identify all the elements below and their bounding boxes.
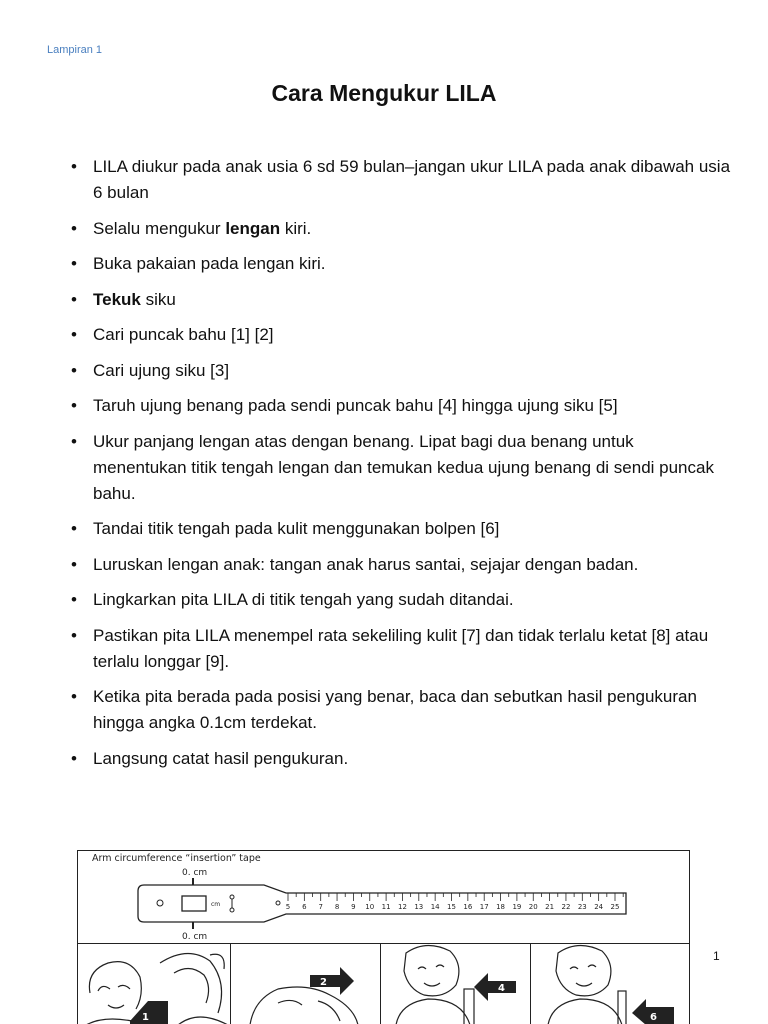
ruler-number: 8 xyxy=(334,903,340,911)
list-item: • Taruh ujung benang pada sendi puncak bahu [4] hingga ujung siku [5] xyxy=(71,393,731,419)
instruction-list xyxy=(71,154,731,781)
ruler-number: 9 xyxy=(351,903,356,911)
list-item: • Langsung catat hasil pengukuran. xyxy=(71,746,731,772)
ruler-number: 10 xyxy=(365,903,375,911)
ruler-number: 14 xyxy=(430,903,440,911)
list-item: • Ukur panjang lengan atas dengan benang. Lipat bagi dua benang untuk menentukan titik tengah lengan dan temukan kedua ujung benang di sendi puncak bahu. xyxy=(71,429,731,507)
insertion-tape-illustration xyxy=(78,851,690,943)
ruler-numbers xyxy=(286,903,620,911)
tape-window xyxy=(182,896,206,911)
ruler-number: 15 xyxy=(447,903,456,911)
ruler-number: 18 xyxy=(496,903,506,911)
ruler-number: 24 xyxy=(594,903,604,911)
bullet-icon: • xyxy=(71,218,77,238)
list-item: • Lingkarkan pita LILA di titik tengah yang sudah ditandai. xyxy=(71,587,731,613)
ruler-number: 6 xyxy=(302,903,307,911)
page-title: Cara Mengukur LILA xyxy=(271,80,497,106)
step-marker-1 xyxy=(130,1001,168,1024)
page-number: 1 xyxy=(713,949,720,963)
header-note: Lampiran 1 xyxy=(47,44,103,56)
bullet-icon: • xyxy=(71,554,77,574)
list-item: • LILA diukur pada anak usia 6 sd 59 bulan–jangan ukur LILA pada anak dibawah usia 6 bulan xyxy=(71,154,731,206)
ruler-number: 22 xyxy=(561,903,571,911)
list-item: • Ketika pita berada pada posisi yang benar, baca dan sebutkan hasil pengukuran hingga angka 0.1cm terdekat. xyxy=(71,684,731,736)
ruler-number: 16 xyxy=(463,903,473,911)
measurement-steps-illustration xyxy=(78,943,690,1024)
bullet-icon: • xyxy=(71,687,77,706)
child-back-illustration xyxy=(160,953,228,1024)
ruler-number: 21 xyxy=(545,903,555,911)
list-item: • Cari ujung siku [3] xyxy=(71,358,731,384)
bullet-icon: • xyxy=(71,519,77,538)
ruler-number: 7 xyxy=(318,903,323,911)
list-item: • Luruskan lengan anak: tangan anak harus santai, sejajar dengan badan. xyxy=(71,552,731,578)
zero-label-top: 0. cm xyxy=(182,868,208,878)
list-item: • Tandai titik tengah pada kulit menggunakan bolpen [6] xyxy=(71,516,731,542)
ruler-number: 5 xyxy=(285,903,291,911)
ruler-number: 20 xyxy=(528,903,538,911)
ruler-number: 13 xyxy=(414,903,424,911)
zero-label-bottom: 0. cm xyxy=(182,932,208,942)
ruler-number: 19 xyxy=(512,903,522,911)
list-item: • Cari puncak bahu [1] [2] xyxy=(71,322,731,348)
bullet-icon: • xyxy=(71,254,77,273)
bullet-icon: • xyxy=(71,625,77,645)
bullet-icon: • xyxy=(71,590,77,609)
ruler-number: 11 xyxy=(381,903,391,911)
ruler-number: 12 xyxy=(397,903,407,911)
lila-tape-figure xyxy=(77,850,690,1024)
step-marker-4 xyxy=(474,973,516,1001)
bullet-icon: • xyxy=(71,396,77,415)
step-marker-2 xyxy=(310,967,354,995)
step-marker-6 xyxy=(632,999,674,1024)
svg-text:6: 6 xyxy=(650,1012,657,1023)
list-item: • Buka pakaian pada lengan kiri. xyxy=(71,251,731,277)
bullet-icon: • xyxy=(71,360,77,380)
bullet-icon: • xyxy=(71,157,77,176)
bullet-icon: • xyxy=(71,431,77,451)
svg-text:2: 2 xyxy=(320,977,327,988)
list-item: • Pastikan pita LILA menempel rata sekeliling kulit [7] dan tidak terlalu ketat [8] atau terlalu longgar [9]. xyxy=(71,623,731,675)
bullet-icon: • xyxy=(71,325,77,344)
tape-window-unit: cm xyxy=(211,901,221,908)
list-item: • Tekuk siku xyxy=(71,287,731,313)
list-item: • Selalu mengukur lengan kiri. xyxy=(71,216,731,242)
ruler-number: 17 xyxy=(479,903,489,911)
ruler-number: 25 xyxy=(610,903,620,911)
ruler-number: 23 xyxy=(577,903,587,911)
child-measuring-illustration xyxy=(396,945,474,1024)
svg-text:1: 1 xyxy=(142,1012,149,1023)
bullet-icon: • xyxy=(71,289,77,309)
child-marking-illustration xyxy=(548,945,626,1024)
figure-label: Arm circumference “insertion” tape xyxy=(92,853,261,864)
svg-text:4: 4 xyxy=(498,983,505,994)
bullet-icon: • xyxy=(71,748,77,768)
